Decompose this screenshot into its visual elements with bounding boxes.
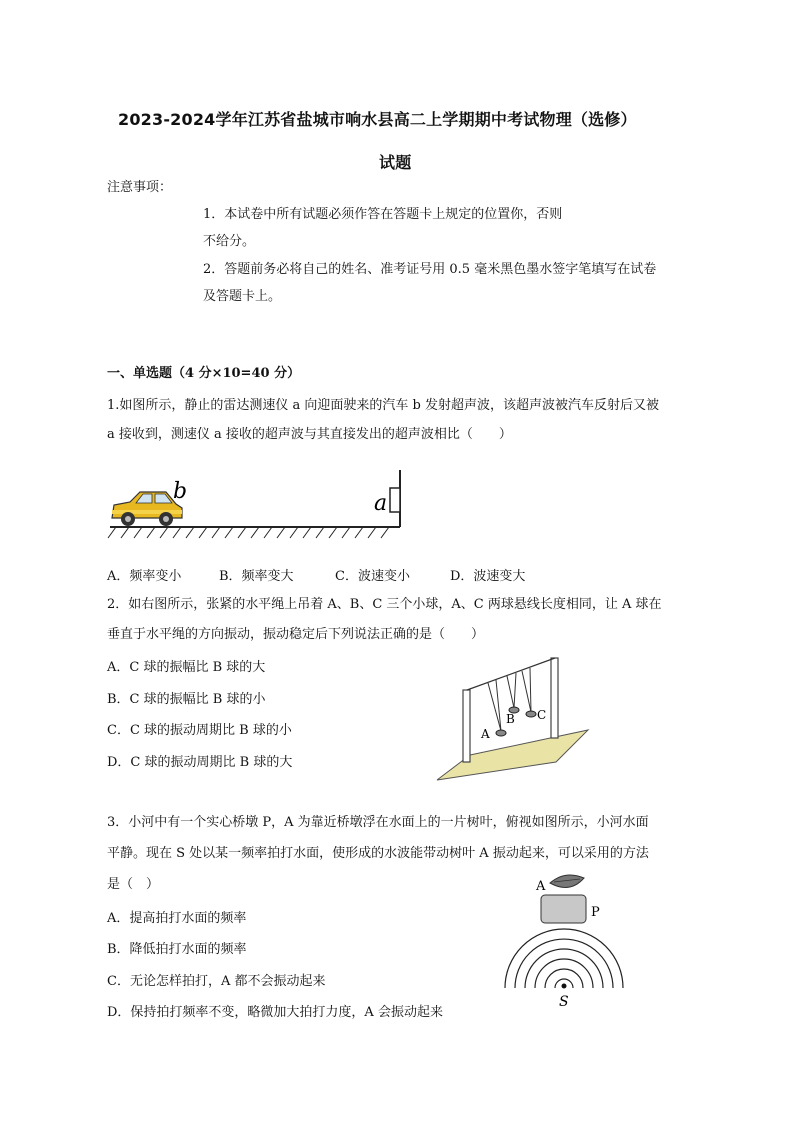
source-point — [562, 984, 567, 989]
q2-line1: 2．如右图所示，张紧的水平绳上吊着 A、B、C 三个小球，A、C 两球悬线长度相同，让 A 球在 — [107, 597, 662, 612]
q1-option-c[interactable]: C．波速变小 — [335, 569, 410, 584]
q2-option-d[interactable]: D．C 球的振动周期比 B 球的大 — [107, 755, 293, 770]
q3-line3: 是（ ） — [107, 877, 160, 892]
q1-option-a[interactable]: A．频率变小 — [107, 569, 182, 584]
q3-line1: 3．小河中有一个实心桥墩 P，A 为靠近桥墩浮在水面上的一片树叶，俯视如图所示，小河水面 — [107, 815, 649, 830]
ball-label-b: B — [506, 712, 515, 726]
water-waves — [505, 929, 623, 988]
q1-option-b[interactable]: B．频率变大 — [219, 569, 294, 584]
q3-line2: 平静。现在 S 处以某一频率拍打水面，使形成的水波能带动树叶 A 振动起来，可以采用的方法 — [107, 846, 649, 861]
title-line1: 2023-2024学年江苏省盐城市响水县高二上学期期中考试物理（选修） — [118, 110, 637, 129]
leaf-label-a: A — [536, 879, 546, 894]
q3-option-b[interactable]: B．降低拍打水面的频率 — [107, 942, 247, 957]
pier-label-p: P — [591, 905, 600, 920]
notice-item1-b: 不给分。 — [203, 234, 256, 249]
q3-option-c[interactable]: C．无论怎样拍打，A 都不会振动起来 — [107, 974, 326, 989]
section-heading-text: 一、单选题（4 分×10=40 分） — [107, 366, 301, 381]
q2-option-a[interactable]: A．C 球的振幅比 B 球的大 — [107, 660, 266, 675]
title-line2: 试题 — [379, 153, 412, 172]
ball-label-a: A — [481, 727, 490, 741]
q3-option-a[interactable]: A．提高拍打水面的频率 — [107, 911, 247, 926]
q2-option-b[interactable]: B．C 球的振幅比 B 球的小 — [107, 692, 266, 707]
bridge-pier — [541, 895, 586, 923]
notice-item1-a: 1．本试卷中所有试题必须作答在答题卡上规定的位置你，否则 — [203, 207, 563, 222]
source-label-s: S — [559, 994, 569, 1010]
ball-label-c: C — [537, 708, 547, 722]
notice-item2-a: 2．答题前务必将自己的姓名、准考证号用 0.5 毫米黑色墨水签字笔填写在试卷 — [203, 262, 657, 277]
leaf-icon — [550, 875, 584, 888]
q3-option-d[interactable]: D．保持拍打频率不变，略微加大拍打力度，A 会振动起来 — [107, 1005, 443, 1020]
q1-line2: a 接收到，测速仪 a 接收的超声波与其直接发出的超声波相比（ ） — [107, 427, 512, 442]
q2-line2: 垂直于水平绳的方向振动，振动稳定后下列说法正确的是（ ） — [107, 627, 485, 642]
q2-option-c[interactable]: C．C 球的振动周期比 B 球的小 — [107, 723, 292, 738]
q1-option-d[interactable]: D．波速变大 — [450, 569, 526, 584]
car-label-b: b — [173, 479, 188, 504]
notice-label: 注意事项： — [107, 180, 173, 195]
q1-line1: 1.如图所示，静止的雷达测速仪 a 向迎面驶来的汽车 b 发射超声波，该超声波被汽车反射后又被 — [107, 398, 660, 413]
notice-item2-b: 及答题卡上。 — [203, 289, 282, 304]
radar-label-a: a — [374, 491, 388, 516]
